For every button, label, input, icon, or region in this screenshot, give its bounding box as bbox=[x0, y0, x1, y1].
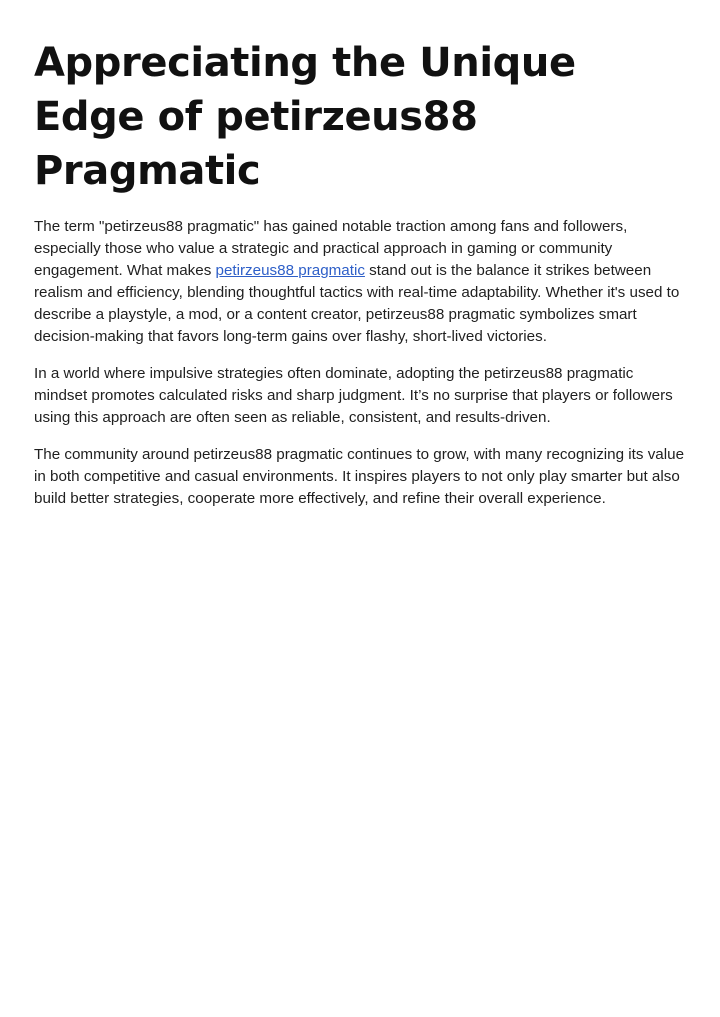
paragraph-intro-text-before: The term "petirzeus88 pragmatic" has gained notable traction among fans and followers, especially those who value a strategic and practical approach in gaming or community engagement. What makes bbox=[34, 218, 628, 279]
page-title: Appreciating the Unique Edge of petirzeus88 Pragmatic bbox=[34, 40, 576, 194]
petirzeus88-pragmatic-link[interactable]: petirzeus88 pragmatic bbox=[215, 262, 365, 279]
article bbox=[34, 36, 684, 510]
paragraph-community: The community around petirzeus88 pragmatic continues to grow, with many recognizing its value in both competitive and casual environments. It inspires players to not only play smarter but also build better strategies, cooperate more effectively, and refine their overall experience. bbox=[34, 446, 685, 507]
paragraph-intro bbox=[34, 216, 684, 348]
paragraph-mindset: In a world where impulsive strategies often dominate, adopting the petirzeus88 pragmatic mindset promotes calculated risks and sharp judgment. It’s no surprise that players or followers using this approach are often seen as reliable, consistent, and results-driven. bbox=[34, 365, 673, 426]
paragraph-intro-text-after: stand out is the balance it strikes between realism and efficiency, blending thoughtful tactics with real-time adaptability. Whether it's used to describe a playstyle, a mod, or a content creator, petirzeus88 pragmatic symbolizes smart decision-making that favors long-term gains over flashy, short-lived victories. bbox=[34, 262, 680, 345]
